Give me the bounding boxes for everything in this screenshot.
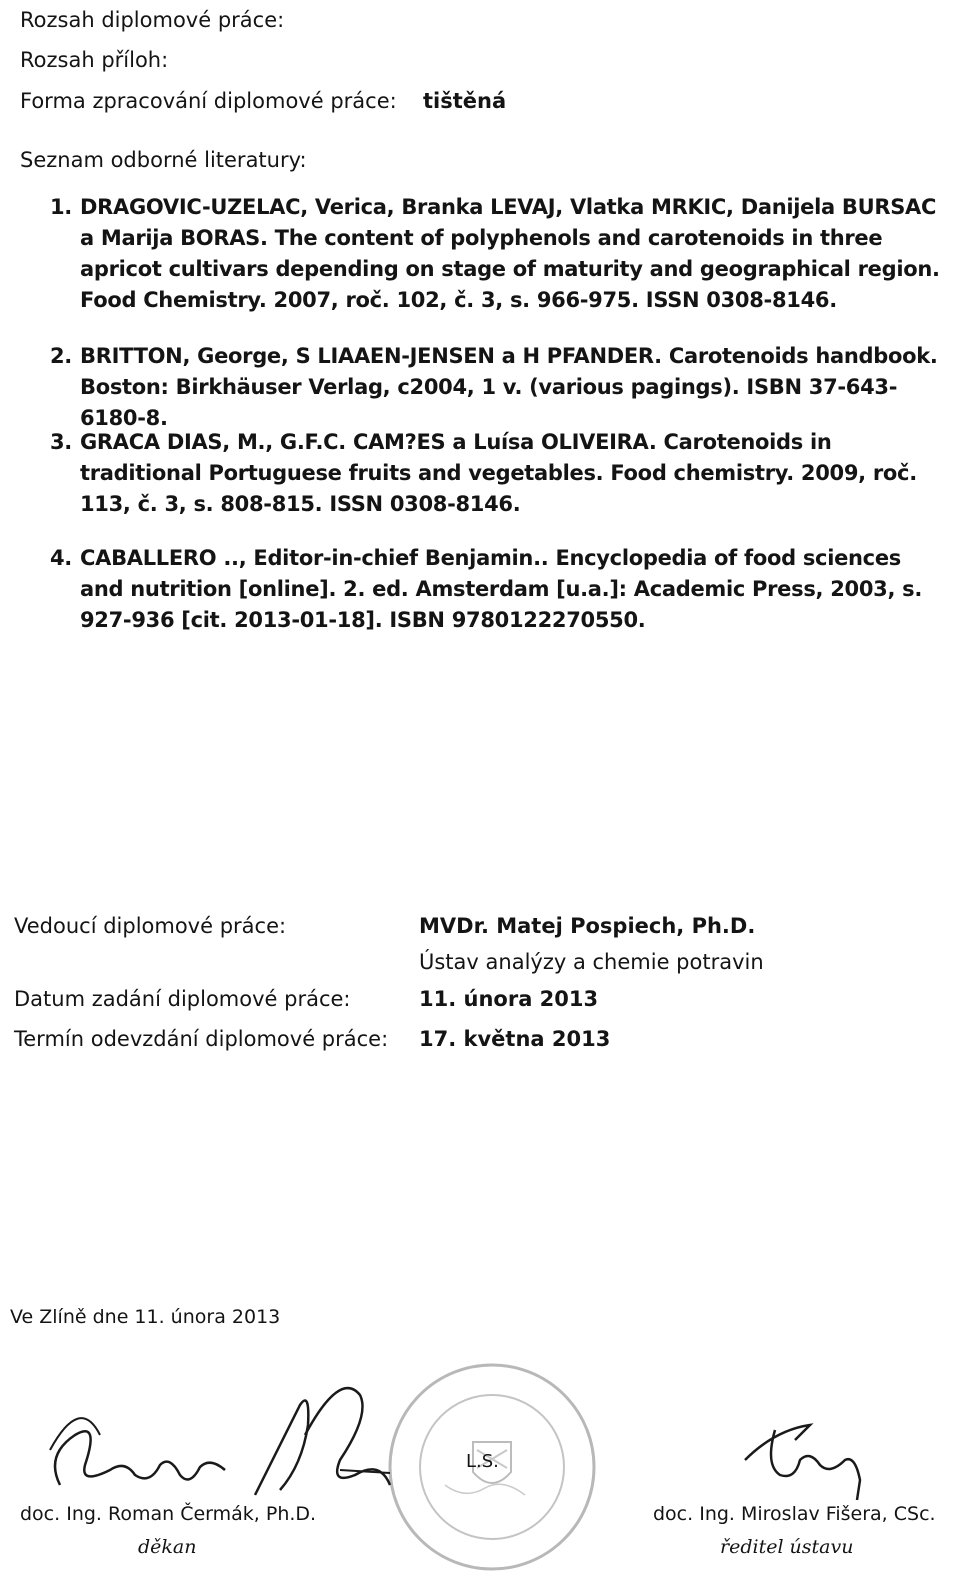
zadani-label: Datum zadání diplomové práce: <box>14 987 351 1011</box>
reference-item <box>50 543 940 636</box>
termin-label: Termín odevzdání diplomové práce: <box>14 1027 389 1051</box>
reference-item <box>50 341 940 434</box>
zadani-value: 11. února 2013 <box>419 987 599 1011</box>
forma-label: Forma zpracování diplomové práce: <box>20 89 397 113</box>
reference-item <box>50 192 940 316</box>
dean-name: doc. Ing. Roman Čermák, Ph.D. <box>20 1503 317 1525</box>
reference-item <box>50 427 940 520</box>
reference-text: BRITTON, George, S LIAAEN-JENSEN a H PFANDER. Carotenoids handbook. Boston: Birkhäuser Verlag, c2004, 1 v. (various pagings). ISBN 37-643-6180-8. <box>80 344 938 430</box>
ghost-line <box>320 26 326 50</box>
reference-number: 2. <box>50 344 72 368</box>
reference-text: CABALLERO .., Editor-in-chief Benjamin.. Encyclopedia of food sciences and nutrition [online]. 2. ed. Amsterdam [u.a.]: Academic Press, 2003, s. 927-936 [cit. 2013-01-18]. ISBN 9780122270550. <box>80 546 923 632</box>
termin-value: 17. května 2013 <box>419 1027 611 1051</box>
dean-role: děkan <box>138 1536 197 1558</box>
vedouci-label: Vedoucí diplomové práce: <box>14 914 287 938</box>
seznam-label: Seznam odborné literatury: <box>20 148 307 172</box>
vedouci-ustav: Ústav analýzy a chemie potravin <box>419 950 764 974</box>
signature-dean-icon <box>40 1375 420 1505</box>
forma-value: tištěná <box>423 89 507 113</box>
director-signature <box>725 1405 875 1509</box>
rozsah-label: Rozsah diplomové práce: <box>20 8 285 32</box>
prilohy-label: Rozsah příloh: <box>20 48 169 72</box>
reference-number: 3. <box>50 430 72 454</box>
reference-text: GRACA DIAS, M., G.F.C. CAM?ES a Luísa OLIVEIRA. Carotenoids in traditional Portuguese fruits and vegetables. Food chemistry. 2009, roč. 113, č. 3, s. 808-815. ISSN 0308-8146. <box>80 430 917 516</box>
vedouci-name: MVDr. Matej Pospiech, Ph.D. <box>419 914 756 938</box>
dean-signature <box>40 1375 420 1509</box>
ls-mark: L.S. <box>466 1451 499 1472</box>
reference-text: DRAGOVIC-UZELAC, Verica, Branka LEVAJ, Vlatka MRKIC, Danijela BURSAC a Marija BORAS. The content of polyphenols and carotenoids in three apricot cultivars depending on stage of maturity and geographical region. Food Chemistry. 2007, roč. 102, č. 3, s. 966-975. ISSN 0308-8146. <box>80 195 940 312</box>
signature-director-icon <box>725 1405 875 1505</box>
director-name: doc. Ing. Miroslav Fišera, CSc. <box>653 1503 936 1525</box>
reference-number: 1. <box>50 195 72 219</box>
director-role: ředitel ústavu <box>720 1536 854 1558</box>
reference-number: 4. <box>50 546 72 570</box>
place-date: Ve Zlíně dne 11. února 2013 <box>10 1306 281 1328</box>
